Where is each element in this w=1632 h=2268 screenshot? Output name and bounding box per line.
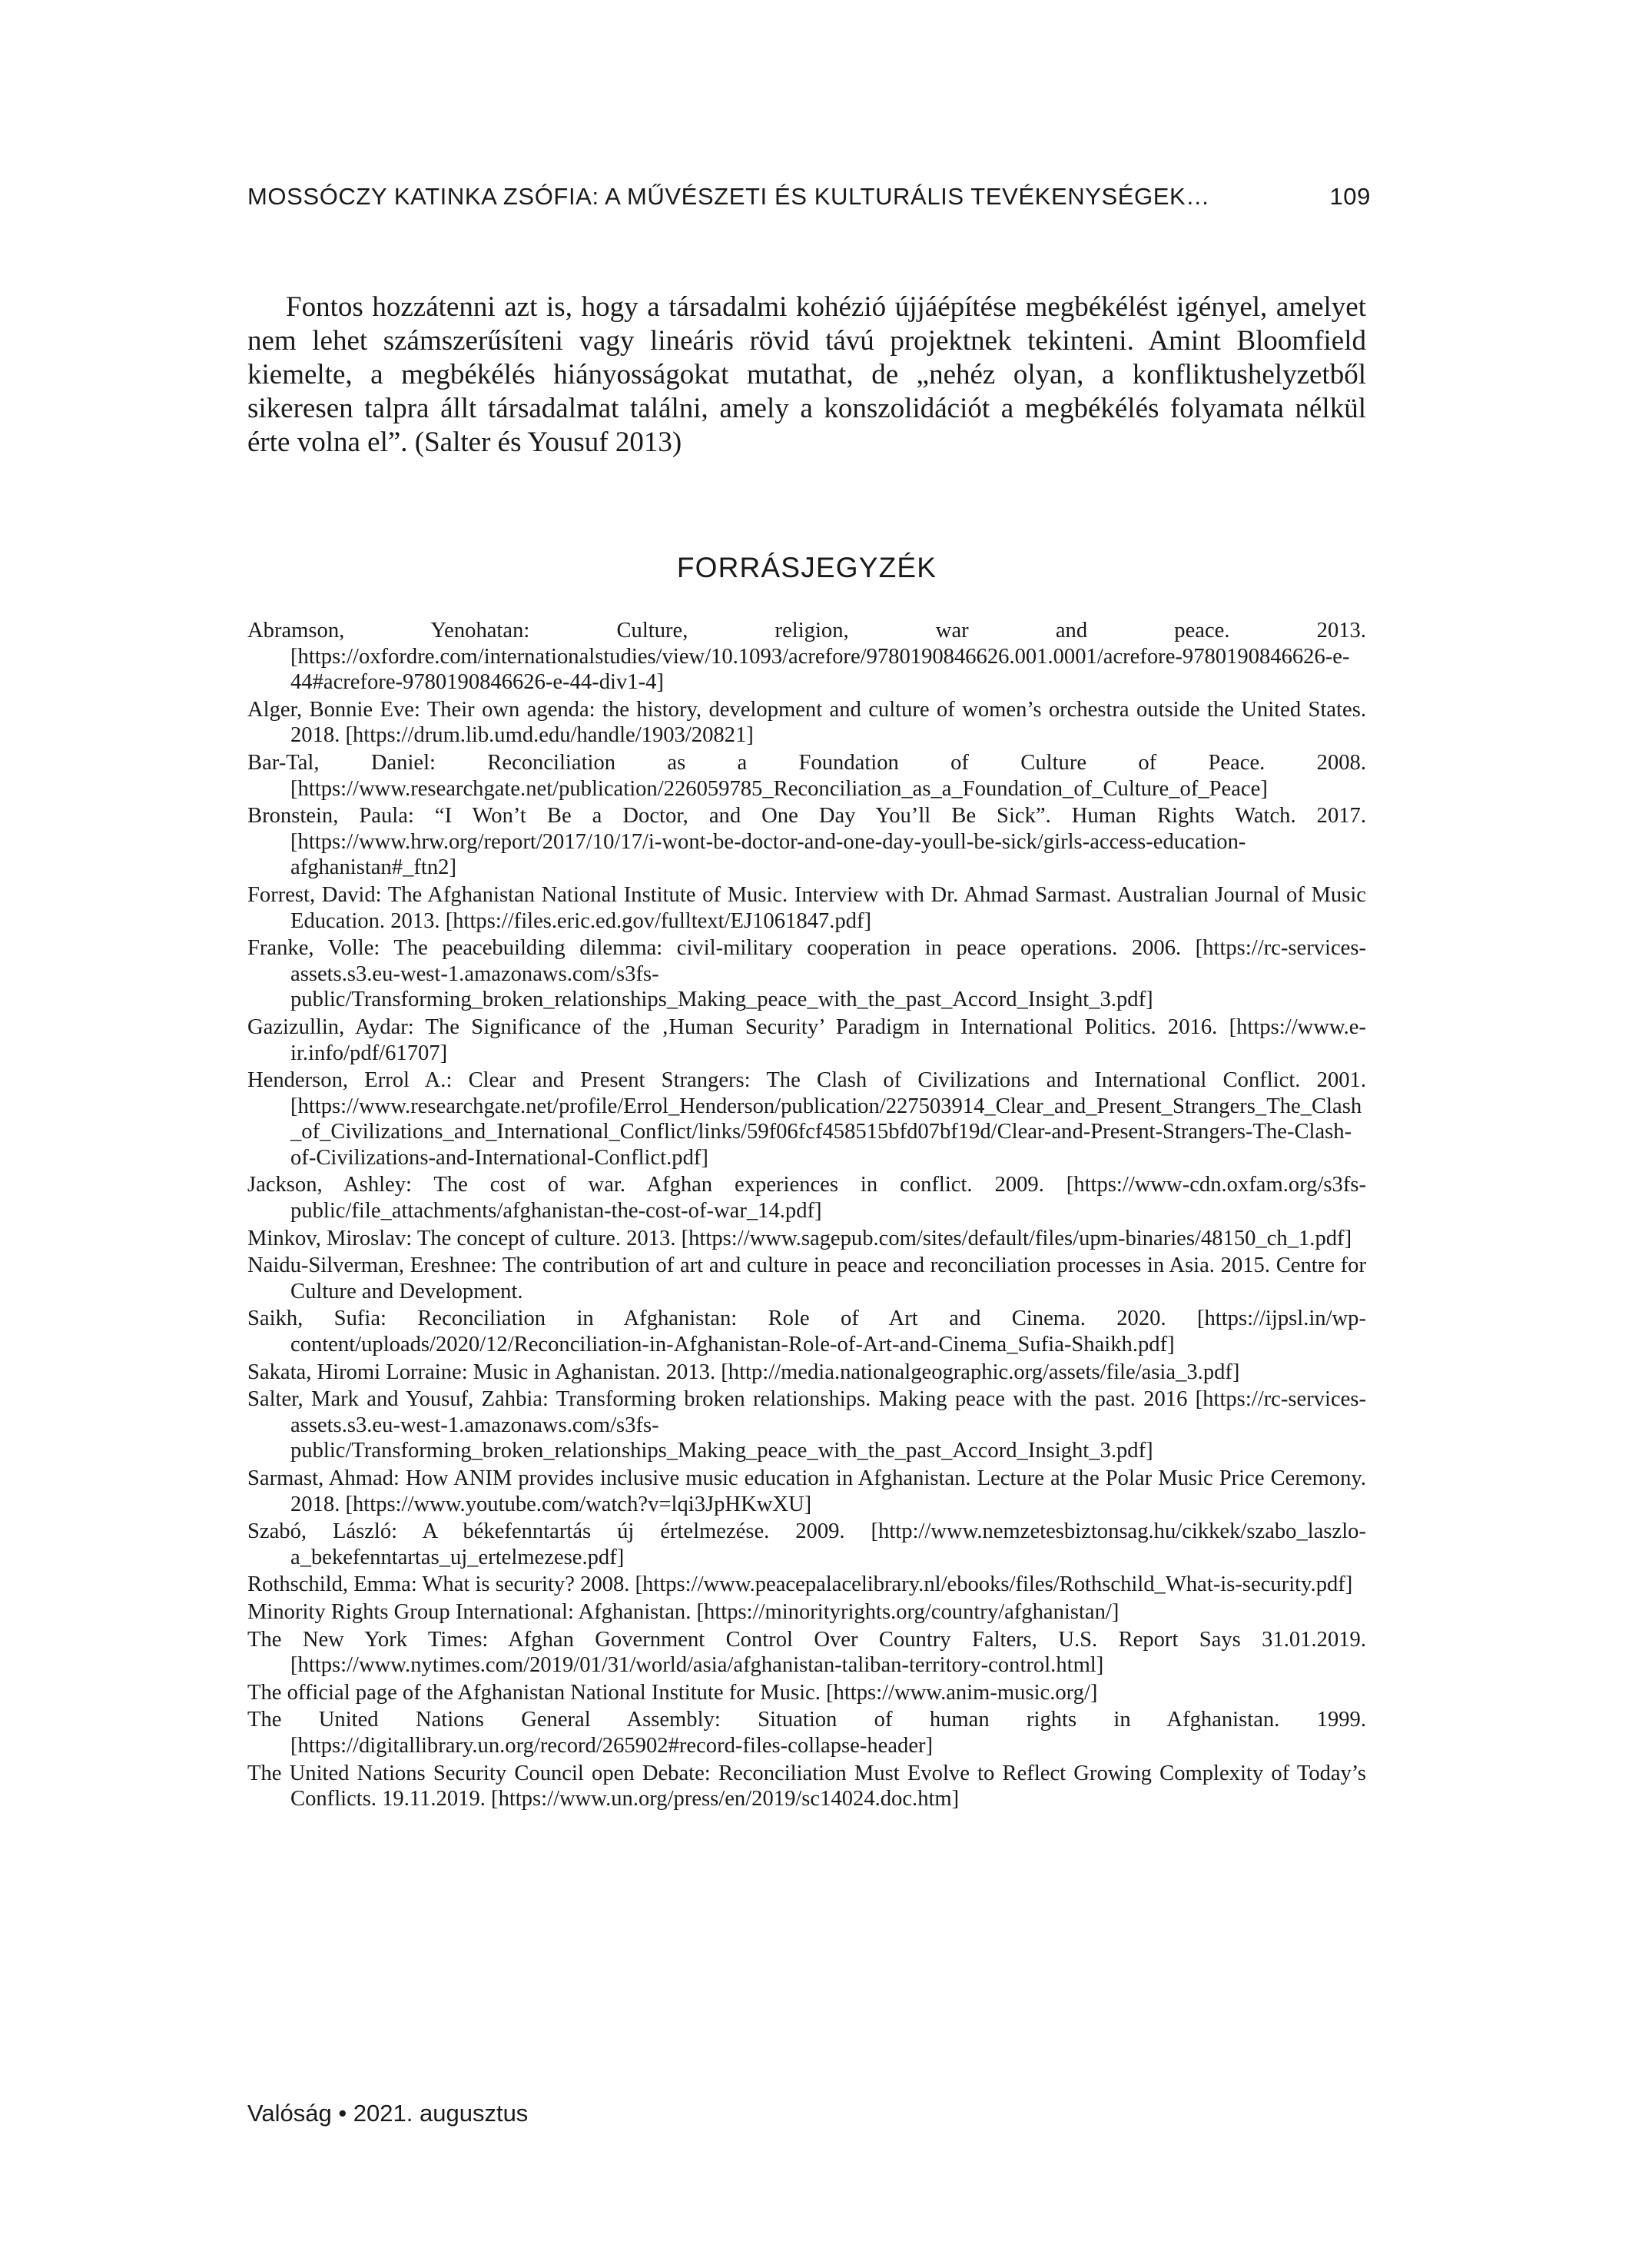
- reference-item: The United Nations General Assembly: Situation of human rights in Afghanistan. 1999. [https://digitallibrary.un.org/record/265902#record-files-collapse-header]: [247, 1708, 1366, 1758]
- reference-item: Abramson, Yenohatan: Culture, religion, war and peace. 2013. [https://oxfordre.com/internationalstudies/view/10.1093/acrefore/9780190846626.001.0001/acrefore-9780190846626-e-44#acrefore-9780190846626-e-44-div1-4]: [247, 619, 1366, 695]
- reference-item: The New York Times: Afghan Government Control Over Country Falters, U.S. Report Says 31.01.2019. [https://www.nytimes.com/2019/01/31/world/asia/afghanistan-taliban-territory-control.html]: [247, 1627, 1366, 1678]
- reference-item: Henderson, Errol A.: Clear and Present Strangers: The Clash of Civilizations and International Conflict. 2001. [https://www.researchgate.net/profile/Errol_Henderson/publication/227503914_Clear_and_Present_Strangers_The_Clash_of_Civilizations_and_International_Conflict/links/59f06fcf458515bfd07bf19d/Clear-and-Present-Strangers-The-Clash-of-Civilizations-and-International-Conflict.pdf]: [247, 1068, 1366, 1170]
- reference-item: Sakata, Hiromi Lorraine: Music in Aghanistan. 2013. [http://media.nationalgeographic.org/assets/file/asia_3.pdf]: [247, 1360, 1240, 1384]
- reference-item: The United Nations Security Council open Debate: Reconciliation Must Evolve to Reflect Growing Complexity of Today’s Conflicts. 19.11.2019. [https://www.un.org/press/en/2019/sc14024.doc.htm]: [247, 1761, 1366, 1811]
- reference-item: Forrest, David: The Afghanistan National Institute of Music. Interview with Dr. Ahmad Sarmast. Australian Journal of Music Education. 2013. [https://files.eric.ed.gov/fulltext/EJ1061847.pdf]: [247, 882, 1366, 933]
- reference-item: Franke, Volle: The peacebuilding dilemma: civil-military cooperation in peace operations. 2006. [https://rc-services-assets.s3.eu-west-1.amazonaws.com/s3fs-public/Transforming_broken_relationships_Making_peace_with_the_past_Accord_Insight_3.pdf]: [247, 936, 1366, 1012]
- page-number: 109: [1329, 183, 1371, 210]
- running-title: MOSSÓCZY KATINKA ZSÓFIA: A MŰVÉSZETI ÉS KULTURÁLIS TEVÉKENYSÉGEK…: [247, 183, 1210, 210]
- reference-item: Saikh, Sufia: Reconciliation in Afghanistan: Role of Art and Cinema. 2020. [https://ijpsl.in/wp-content/uploads/2020/12/Reconciliation-in-Afghanistan-Role-of-Art-and-Cinema_Sufia-Shaikh.pdf]: [247, 1307, 1366, 1357]
- reference-item: Alger, Bonnie Eve: Their own agenda: the history, development and culture of women’s orchestra outside the United States. 2018. [https://drum.lib.umd.edu/handle/1903/20821]: [247, 697, 1366, 748]
- reference-item: Gazizullin, Aydar: The Significance of the ‚Human Security’ Paradigm in International Politics. 2016. [https://www.e-ir.info/pdf/61707]: [247, 1014, 1366, 1065]
- page-footer: Valóság • 2021. augusztus: [247, 2100, 529, 2127]
- reference-item: Rothschild, Emma: What is security? 2008. [https://www.peacepalacelibrary.nl/ebooks/files/Rothschild_What-is-security.pdf]: [247, 1572, 1353, 1597]
- reference-item: Bronstein, Paula: “I Won’t Be a Doctor, and One Day You’ll Be Sick”. Human Rights Watch. 2017. [https://www.hrw.org/report/2017/10/17/i-wont-be-doctor-and-one-day-youll-be-sick/girls-access-education-afghanistan#_ftn2]: [247, 804, 1366, 880]
- reference-item: Minkov, Miroslav: The concept of culture. 2013. [https://www.sagepub.com/sites/default/files/upm-binaries/48150_ch_1.pdf]: [247, 1226, 1352, 1250]
- reference-item: Sarmast, Ahmad: How ANIM provides inclusive music education in Afghanistan. Lecture at the Polar Music Price Ceremony. 2018. [https://www.youtube.com/watch?v=lqi3JpHKwXU]: [247, 1466, 1366, 1516]
- reference-item: Szabó, László: A békefenntartás új értelmezése. 2009. [http://www.nemzetesbiztonsag.hu/cikkek/szabo_laszlo-a_bekefenntartas_uj_ertelmezese.pdf]: [247, 1519, 1366, 1569]
- reference-item: Bar-Tal, Daniel: Reconciliation as a Foundation of Culture of Peace. 2008. [https://www.researchgate.net/publication/226059785_Reconciliation_as_a_Foundation_of_Culture_of_Peace]: [247, 750, 1366, 801]
- reference-item: The official page of the Afghanistan National Institute for Music. [https://www.anim-music.org/]: [247, 1680, 1098, 1705]
- references-list: [247, 618, 1366, 1814]
- reference-item: Jackson, Ashley: The cost of war. Afghan experiences in conflict. 2009. [https://www-cdn.oxfam.org/s3fs-public/file_attachments/afghanistan-the-cost-of-war_14.pdf]: [247, 1173, 1366, 1224]
- references-title: FORRÁSJEGYZÉK: [676, 552, 937, 583]
- reference-item: Naidu-Silverman, Ereshnee: The contribution of art and culture in peace and reconciliation processes in Asia. 2015. Centre for Culture and Development.: [247, 1254, 1366, 1303]
- intro-paragraph: Fontos hozzátenni azt is, hogy a társadalmi kohézió újjáépítése megbékélést igényel, amelyet nem lehet számszerűsíteni vagy lineáris rövid távú projektnek tekinteni. Amint Bloomfield kiemelte, a megbékélés hiányosságokat mutathat, de „nehéz olyan, a konfliktushelyzetből sikeresen talpra állt társadalmat találni, amely a konszolidációt a megbékélés folyamata nélkül érte volna el”. (Salter és Yousuf 2013): [247, 291, 1366, 458]
- running-header: [247, 183, 1371, 211]
- reference-item: Salter, Mark and Yousuf, Zahbia: Transforming broken relationships. Making peace with the past. 2016 [https://rc-services-assets.s3.eu-west-1.amazonaws.com/s3fs-public/Transforming_broken_relationships_Making_peace_with_the_past_Accord_Insight_3.pdf]: [247, 1387, 1366, 1463]
- reference-item: Minority Rights Group International: Afghanistan. [https://minorityrights.org/country/afghanistan/]: [247, 1599, 1120, 1624]
